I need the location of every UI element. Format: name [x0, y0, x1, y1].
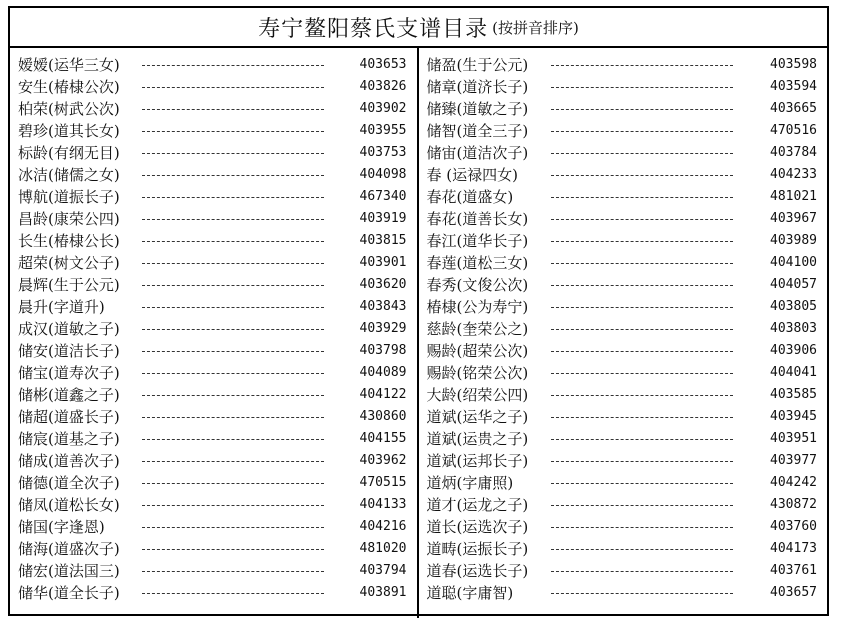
entry-name: 道春(运选长子)	[426, 561, 529, 580]
list-item	[10, 449, 417, 471]
list-item	[10, 273, 417, 295]
entry-name: 储章(道济长子)	[426, 77, 529, 96]
entry-name: 赐龄(超荣公次)	[426, 341, 529, 360]
entry-name: 长生(椿棣公长)	[18, 231, 120, 250]
entry-name: 道才(运龙之子)	[426, 495, 529, 514]
list-item	[419, 361, 828, 383]
entry-name: 春江(道华长子)	[426, 231, 529, 250]
dotted-leader	[551, 461, 733, 462]
dotted-leader	[142, 527, 324, 528]
entry-number: 404100	[770, 254, 817, 270]
entry-name: 嫒嫒(运华三女)	[18, 55, 120, 74]
list-item	[419, 339, 828, 361]
dotted-leader	[551, 263, 733, 264]
list-item	[419, 493, 828, 515]
dotted-leader	[551, 87, 733, 88]
dotted-leader	[551, 153, 733, 154]
entry-number: 403784	[770, 144, 817, 160]
entry-name: 冰洁(储儒之女)	[18, 165, 120, 184]
entry-number: 403962	[359, 452, 407, 468]
entry-number: 403951	[770, 430, 817, 446]
list-item	[419, 119, 828, 141]
entry-number: 467340	[359, 188, 407, 204]
entry-name: 储安(道洁长子)	[18, 341, 120, 360]
entry-number: 403805	[770, 298, 817, 314]
entry-name: 道炳(字庸照)	[426, 473, 514, 492]
dotted-leader	[551, 65, 733, 66]
right-column	[419, 48, 828, 618]
entry-name: 储凤(道松长女)	[18, 495, 120, 514]
list-item	[419, 163, 828, 185]
list-item	[10, 163, 417, 185]
dotted-leader	[551, 351, 733, 352]
dotted-leader	[551, 483, 733, 484]
entry-name: 储海(道盛次子)	[18, 539, 120, 558]
entry-number: 403843	[359, 298, 407, 314]
entry-name: 春花(道盛女)	[426, 187, 514, 206]
dotted-leader	[551, 109, 733, 110]
entry-name: 储智(道全三子)	[426, 121, 529, 140]
entry-number: 403919	[359, 210, 407, 226]
entry-number: 403665	[770, 100, 817, 116]
list-item	[10, 251, 417, 273]
entry-number: 403657	[770, 584, 817, 600]
entry-name: 道斌(运贵之子)	[426, 429, 529, 448]
dotted-leader	[551, 307, 733, 308]
dotted-leader	[142, 175, 324, 176]
entry-number: 403901	[359, 254, 407, 270]
entry-name: 储彬(道鑫之子)	[18, 385, 120, 404]
entry-number: 404057	[770, 276, 817, 292]
dotted-leader	[142, 549, 324, 550]
list-item	[419, 295, 828, 317]
list-item	[419, 471, 828, 493]
entry-name: 储华(道全长子)	[18, 583, 120, 602]
entry-number: 403598	[770, 56, 817, 72]
dotted-leader	[551, 373, 733, 374]
list-item	[419, 185, 828, 207]
list-item	[10, 559, 417, 581]
list-item	[419, 207, 828, 229]
dotted-leader	[551, 285, 733, 286]
list-item	[10, 339, 417, 361]
entry-name: 道斌(运华之子)	[426, 407, 529, 426]
dotted-leader	[142, 395, 324, 396]
dotted-leader	[551, 241, 733, 242]
list-item	[419, 427, 828, 449]
dotted-leader	[142, 351, 324, 352]
directory-columns	[10, 48, 827, 618]
entry-number: 404089	[359, 364, 407, 380]
list-item	[10, 229, 417, 251]
list-item	[10, 383, 417, 405]
entry-name: 春花(道善长女)	[426, 209, 529, 228]
dotted-leader	[551, 175, 733, 176]
dotted-leader	[142, 505, 324, 506]
dotted-leader	[551, 505, 733, 506]
entry-name: 大龄(绍荣公四)	[426, 385, 529, 404]
entry-number: 403620	[359, 276, 407, 292]
list-item	[419, 383, 828, 405]
entry-number: 403815	[359, 232, 407, 248]
entry-number: 481021	[770, 188, 817, 204]
entry-number: 403955	[359, 122, 407, 138]
page-title: 寿宁鳌阳蔡氏支谱目录	[258, 16, 489, 42]
dotted-leader	[142, 461, 324, 462]
entry-name: 博航(道振长子)	[18, 187, 120, 206]
dotted-leader	[142, 87, 324, 88]
entry-number: 404155	[359, 430, 407, 446]
list-item	[419, 405, 828, 427]
entry-name: 超荣(树文公子)	[18, 253, 120, 272]
dotted-leader	[142, 571, 324, 572]
entry-name: 储宙(道洁次子)	[426, 143, 529, 162]
dotted-leader	[142, 131, 324, 132]
entry-number: 403803	[770, 320, 817, 336]
list-item	[10, 141, 417, 163]
list-item	[10, 317, 417, 339]
entry-name: 昌龄(康荣公四)	[18, 209, 120, 228]
list-item	[10, 493, 417, 515]
entry-name: 储宸(道基之子)	[18, 429, 120, 448]
entry-name: 赐龄(铭荣公次)	[426, 363, 529, 382]
dotted-leader	[551, 593, 733, 594]
entry-number: 404122	[359, 386, 407, 402]
entry-number: 403761	[770, 562, 817, 578]
entry-name: 储臻(道敏之子)	[426, 99, 529, 118]
entry-number: 404233	[770, 166, 817, 182]
list-item	[10, 185, 417, 207]
left-column	[10, 48, 419, 618]
list-item	[10, 53, 417, 75]
entry-name: 碧珍(道其长女)	[18, 121, 120, 140]
list-item	[419, 273, 828, 295]
entry-number: 403929	[359, 320, 407, 336]
entry-name: 安生(椿棣公次)	[18, 77, 120, 96]
entry-name: 春秀(文俊公次)	[426, 275, 529, 294]
entry-number: 404133	[359, 496, 407, 512]
entry-name: 道畴(运振长子)	[426, 539, 529, 558]
entry-number: 403760	[770, 518, 817, 534]
dotted-leader	[551, 571, 733, 572]
dotted-leader	[551, 131, 733, 132]
dotted-leader	[551, 549, 733, 550]
entry-number: 403826	[359, 78, 407, 94]
list-item	[10, 405, 417, 427]
dotted-leader	[142, 417, 324, 418]
list-item	[419, 75, 828, 97]
dotted-leader	[142, 65, 324, 66]
dotted-leader	[551, 417, 733, 418]
entry-number: 403977	[770, 452, 817, 468]
entry-number: 481020	[359, 540, 407, 556]
title-bar	[10, 8, 827, 48]
entry-number: 403891	[359, 584, 407, 600]
dotted-leader	[551, 219, 733, 220]
dotted-leader	[142, 197, 324, 198]
dotted-leader	[551, 439, 733, 440]
entry-number: 403989	[770, 232, 817, 248]
dotted-leader	[142, 285, 324, 286]
entry-number: 470515	[359, 474, 407, 490]
dotted-leader	[142, 329, 324, 330]
entry-name: 道长(运选次子)	[426, 517, 529, 536]
entry-number: 430872	[770, 496, 817, 512]
entry-name: 储超(道盛长子)	[18, 407, 120, 426]
entry-number: 403585	[770, 386, 817, 402]
list-item	[419, 449, 828, 471]
entry-number: 403798	[359, 342, 407, 358]
list-item	[10, 119, 417, 141]
list-item	[419, 229, 828, 251]
entry-name: 储成(道善次子)	[18, 451, 120, 470]
list-item	[10, 207, 417, 229]
dotted-leader	[142, 241, 324, 242]
entry-number: 404242	[770, 474, 817, 490]
entry-name: 成汉(道敏之子)	[18, 319, 120, 338]
list-item	[419, 515, 828, 537]
list-item	[10, 361, 417, 383]
entry-number: 470516	[770, 122, 817, 138]
list-item	[419, 559, 828, 581]
entry-name: 慈龄(奎荣公之)	[426, 319, 529, 338]
dotted-leader	[142, 373, 324, 374]
entry-number: 430860	[359, 408, 407, 424]
entry-name: 椿棣(公为寿宁)	[426, 297, 529, 316]
entry-name: 储德(道全次子)	[18, 473, 120, 492]
entry-name: 晨辉(生于公元)	[18, 275, 120, 294]
dotted-leader	[142, 439, 324, 440]
entry-name: 储宏(道法国三)	[18, 561, 120, 580]
entry-number: 404041	[770, 364, 817, 380]
entry-number: 404098	[359, 166, 407, 182]
dotted-leader	[551, 395, 733, 396]
entry-number: 403945	[770, 408, 817, 424]
dotted-leader	[551, 527, 733, 528]
list-item	[419, 141, 828, 163]
entry-name: 道聪(字庸智)	[426, 583, 514, 602]
entry-number: 403906	[770, 342, 817, 358]
entry-name: 道斌(运邦长子)	[426, 451, 529, 470]
entry-number: 404216	[359, 518, 407, 534]
sort-note: (按拼音排序)	[492, 18, 579, 37]
list-item	[10, 537, 417, 559]
entry-number: 403594	[770, 78, 817, 94]
dotted-leader	[142, 593, 324, 594]
list-item	[10, 295, 417, 317]
entry-name: 储宝(道寿次子)	[18, 363, 120, 382]
list-item	[10, 427, 417, 449]
list-item	[419, 317, 828, 339]
entry-name: 晨升(字道升)	[18, 297, 105, 316]
list-item	[419, 53, 828, 75]
directory-page	[8, 6, 829, 616]
dotted-leader	[142, 219, 324, 220]
entry-number: 403653	[359, 56, 407, 72]
entry-number: 403902	[359, 100, 407, 116]
entry-name: 春莲(道松三女)	[426, 253, 529, 272]
dotted-leader	[142, 307, 324, 308]
list-item	[419, 537, 828, 559]
list-item	[10, 75, 417, 97]
entry-name: 标龄(有纲无目)	[18, 143, 120, 162]
entry-name: 储国(字逢恩)	[18, 517, 105, 536]
dotted-leader	[142, 153, 324, 154]
dotted-leader	[551, 329, 733, 330]
list-item	[10, 471, 417, 493]
list-item	[419, 97, 828, 119]
list-item	[10, 97, 417, 119]
entry-name: 春 (运禄四女)	[426, 165, 518, 184]
entry-number: 403753	[359, 144, 407, 160]
entry-number: 404173	[770, 540, 817, 556]
list-item	[419, 251, 828, 273]
entry-number: 403967	[770, 210, 817, 226]
entry-name: 柏荣(树武公次)	[18, 99, 120, 118]
entry-name: 储盈(生于公元)	[426, 55, 529, 74]
entry-number: 403794	[359, 562, 407, 578]
dotted-leader	[142, 109, 324, 110]
list-item	[10, 515, 417, 537]
dotted-leader	[142, 483, 324, 484]
dotted-leader	[551, 197, 733, 198]
dotted-leader	[142, 263, 324, 264]
